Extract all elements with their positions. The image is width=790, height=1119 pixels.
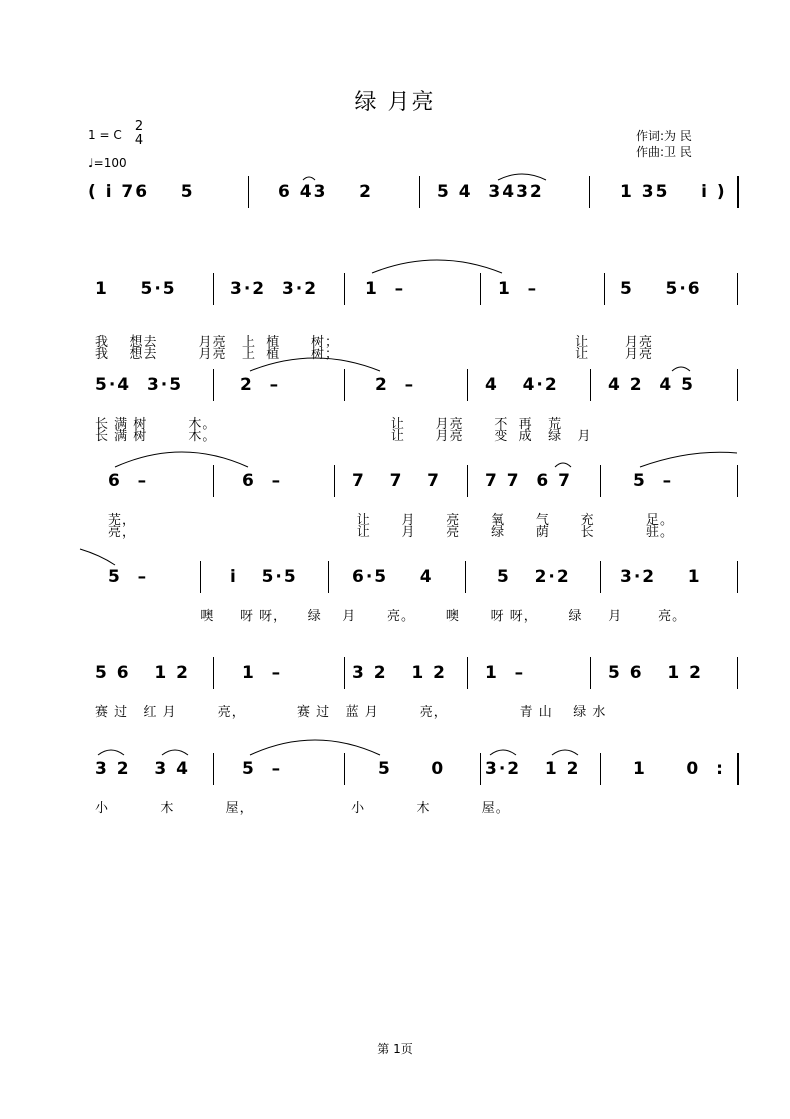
slur-marks: [0, 279, 790, 309]
measure: ( i̇ 76 5: [88, 182, 195, 202]
page-number: 第 1页: [377, 1042, 413, 1056]
key-signature: 1 = C: [88, 128, 122, 142]
measure: 1 –: [242, 663, 283, 683]
measure: 3·2 1 2: [485, 759, 581, 779]
measure: 4 4·2: [485, 375, 559, 395]
measure: 1 0 :: [633, 759, 725, 779]
lyric-line: 我 想去 月亮 上 植 树； 让 月亮: [95, 347, 654, 362]
lyricist-credit: 作词:为 民: [636, 129, 692, 143]
measure: 5 –: [108, 567, 149, 587]
measure: 2 –: [240, 375, 281, 395]
measure: 3·2 1: [620, 567, 702, 587]
slur-marks: [0, 471, 790, 501]
measure: 5 4 3432: [437, 182, 544, 202]
measure: 7 7 6 7: [485, 471, 572, 491]
lyric-line: 我 想去 月亮 上 植 树； 让 月亮: [95, 335, 654, 350]
slur-marks: [0, 375, 790, 405]
barline: [467, 657, 468, 689]
measure: 1 –: [365, 279, 406, 299]
measure: 5 0: [378, 759, 446, 779]
slur-marks: [0, 567, 790, 597]
measure: 5 5·6: [620, 279, 702, 299]
measure: i̇ 5·5: [230, 567, 298, 587]
measure: 2 –: [375, 375, 416, 395]
measure: 5 6 1 2: [95, 663, 190, 683]
measure: 6 43 2: [278, 182, 373, 202]
composer-credit: 作曲:卫 民: [636, 145, 692, 159]
time-signature: [133, 120, 145, 148]
song-title: 绿 月亮: [354, 90, 436, 115]
barline: [213, 657, 214, 689]
measure: 5 2·2: [497, 567, 571, 587]
lyric-line: 赛 过 红 月 亮， 赛 过 蓝 月 亮， 青 山 绿 水: [95, 705, 607, 720]
measure: 7 7 7: [352, 471, 441, 491]
measure: 1 –: [498, 279, 539, 299]
measure: 5 –: [242, 759, 283, 779]
measure: 1 5·5: [95, 279, 177, 299]
measure: 5 6 1 2: [608, 663, 703, 683]
lyric-line: 长 满 树 木。 让 月亮 不 再 荒: [95, 417, 563, 432]
slur-marks: [0, 182, 790, 212]
measure: 3 2 3 4: [95, 759, 190, 779]
measure: 3 2 1 2: [352, 663, 447, 683]
measure: 5 –: [633, 471, 674, 491]
measure: 6 –: [242, 471, 283, 491]
measure: 3·2 3·2: [230, 279, 319, 299]
lyric-line: 小 木 屋， 小 木 屋。: [95, 801, 510, 816]
lyric-line: 亮， 让 月 亮 绿 荫 长 驻。: [108, 525, 674, 540]
measure: 5·4 3·5: [95, 375, 184, 395]
lyric-line: 噢 呀 呀， 绿 月 亮。 噢 呀 呀， 绿 月 亮。: [108, 609, 687, 624]
time-signature-numerator: 2: [134, 119, 144, 134]
tempo-marking: ♩=100: [88, 156, 127, 170]
measure: 6·5 4: [352, 567, 434, 587]
measure: 1 –: [485, 663, 526, 683]
barline: [344, 657, 345, 689]
slur-marks: [0, 759, 790, 789]
barline: [737, 657, 738, 689]
time-signature-denominator: 4: [134, 133, 144, 148]
measure: 6 –: [108, 471, 149, 491]
credits: [636, 128, 692, 160]
measure: 4 2 4 5: [608, 375, 695, 395]
lyric-line: 长 满 树 木。 让 月亮 变 成 绿 月: [95, 429, 592, 444]
lyric-line: 芜， 让 月 亮 氧 气 充 足。: [108, 513, 674, 528]
measure: 1 35 i̇ ): [620, 182, 727, 202]
barline: [590, 657, 591, 689]
